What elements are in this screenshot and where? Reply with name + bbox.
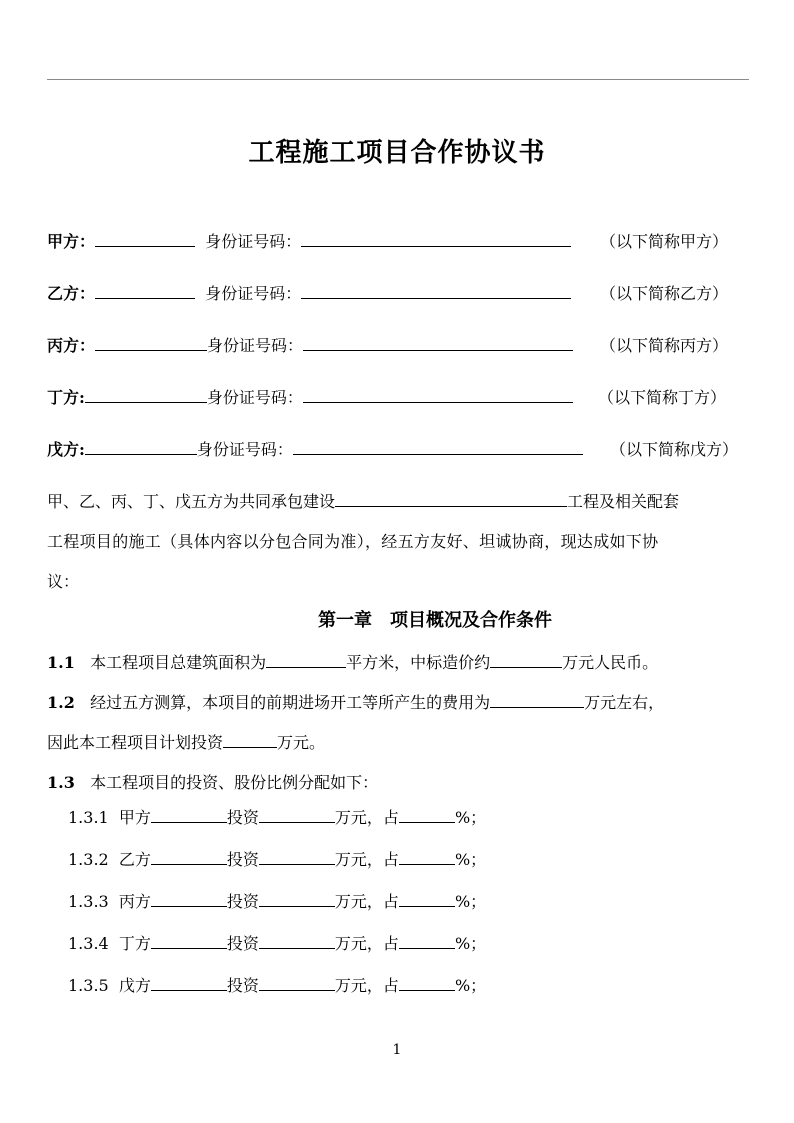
share-text: 万元，占	[334, 976, 399, 995]
clause-text: 本工程项目的投资、股份比例分配如下：	[90, 773, 379, 792]
invest-blank[interactable]	[223, 733, 277, 748]
share-text: 万元，占	[334, 934, 399, 953]
clause-number: 1.2	[47, 693, 75, 712]
share-number: 1.3.4	[68, 934, 109, 953]
document-title: 工程施工项目合作协议书	[248, 138, 546, 168]
clause-text: 万元人民币。	[562, 653, 659, 672]
amount-blank[interactable]	[259, 892, 335, 907]
clause-1-1	[47, 653, 658, 673]
id-label: 身份证号码：	[196, 440, 293, 459]
intro-line-2: 工程项目的施工（具体内容以分包合同为准），经五方友好、坦诚协商，现达成如下协	[47, 532, 659, 551]
share-text: %；	[454, 976, 487, 995]
percent-blank[interactable]	[399, 808, 455, 823]
share-text: 万元，占	[334, 850, 399, 869]
id-label: 身份证号码：	[205, 284, 302, 303]
share-text: 投资	[226, 976, 259, 995]
share-text: %；	[454, 808, 487, 827]
clause-1-3	[47, 773, 378, 793]
party-label: 戊方:	[47, 440, 85, 459]
share-party: 甲方	[118, 808, 151, 827]
percent-blank[interactable]	[399, 850, 455, 865]
party-line-yi	[47, 284, 571, 304]
intro-text: 甲、乙、丙、丁、戊五方为共同承包建设	[47, 492, 336, 511]
percent-blank[interactable]	[399, 934, 455, 949]
cost-blank[interactable]	[490, 693, 584, 708]
share-row-1	[68, 808, 486, 828]
share-row-2	[68, 850, 486, 870]
share-text: 投资	[226, 934, 259, 953]
party-suffix: （以下简称丙方）	[600, 336, 729, 355]
share-text: %；	[454, 892, 487, 911]
project-blank[interactable]	[335, 492, 567, 507]
party-suffix: （以下简称甲方）	[600, 232, 729, 251]
intro-line-3: 议：	[47, 572, 80, 591]
name-blank[interactable]	[95, 284, 195, 299]
party-suffix: （以下简称戊方）	[610, 440, 739, 459]
share-text: 投资	[226, 850, 259, 869]
share-text: %；	[454, 850, 487, 869]
intro-line-1	[47, 492, 749, 512]
party-label: 丁方:	[47, 388, 85, 407]
share-party: 乙方	[118, 850, 151, 869]
share-blank[interactable]	[151, 850, 227, 865]
clause-text: 万元左右，	[584, 693, 665, 712]
price-blank[interactable]	[490, 653, 562, 668]
percent-blank[interactable]	[399, 892, 455, 907]
id-blank[interactable]	[301, 232, 571, 247]
party-line-wu	[47, 440, 583, 460]
id-blank[interactable]	[303, 336, 573, 351]
amount-blank[interactable]	[259, 808, 335, 823]
share-text: %；	[454, 934, 487, 953]
party-line-jia	[47, 232, 571, 252]
name-blank[interactable]	[95, 232, 195, 247]
share-text: 投资	[226, 808, 259, 827]
share-blank[interactable]	[151, 808, 227, 823]
share-blank[interactable]	[151, 976, 227, 991]
party-label: 乙方：	[47, 284, 96, 303]
party-line-bing	[47, 336, 573, 356]
chapter-title: 第一章 项目概况及合作条件	[318, 610, 552, 631]
clause-text: 经过五方测算，本项目的前期进场开工等所产生的费用为	[90, 693, 491, 712]
clause-text: 因此本工程项目计划投资	[47, 733, 224, 752]
id-blank[interactable]	[301, 284, 571, 299]
share-party: 戊方	[118, 976, 151, 995]
share-blank[interactable]	[151, 934, 227, 949]
party-line-ding	[47, 388, 573, 408]
amount-blank[interactable]	[259, 850, 335, 865]
share-text: 万元，占	[334, 808, 399, 827]
share-row-5	[68, 976, 486, 996]
party-label: 甲方：	[47, 232, 96, 251]
clause-1-2-line2	[47, 733, 325, 753]
share-text: 投资	[226, 892, 259, 911]
id-label: 身份证号码：	[207, 336, 304, 355]
party-label: 丙方：	[47, 336, 96, 355]
share-number: 1.3.2	[68, 850, 109, 869]
id-label: 身份证号码：	[206, 388, 303, 407]
clause-text: 平方米，中标造价约	[346, 653, 491, 672]
share-row-4	[68, 934, 486, 954]
share-number: 1.3.3	[68, 892, 109, 911]
area-blank[interactable]	[266, 653, 346, 668]
id-blank[interactable]	[293, 440, 583, 455]
header-rule	[47, 79, 749, 80]
share-blank[interactable]	[151, 892, 227, 907]
page-number: 1	[392, 1042, 402, 1058]
intro-text: 工程及相关配套	[567, 492, 680, 511]
percent-blank[interactable]	[399, 976, 455, 991]
name-blank[interactable]	[95, 336, 207, 351]
clause-text: 本工程项目总建筑面积为	[90, 653, 267, 672]
share-text: 万元，占	[334, 892, 399, 911]
share-party: 丙方	[118, 892, 151, 911]
amount-blank[interactable]	[259, 976, 335, 991]
share-number: 1.3.5	[68, 976, 109, 995]
clause-number: 1.3	[47, 773, 75, 792]
name-blank[interactable]	[85, 388, 207, 403]
clause-1-2	[47, 693, 664, 713]
share-number: 1.3.1	[68, 808, 109, 827]
amount-blank[interactable]	[259, 934, 335, 949]
share-party: 丁方	[118, 934, 151, 953]
party-suffix: （以下简称丁方）	[598, 388, 727, 407]
name-blank[interactable]	[85, 440, 197, 455]
clause-text: 万元。	[277, 733, 326, 752]
share-row-3	[68, 892, 486, 912]
party-suffix: （以下简称乙方）	[600, 284, 729, 303]
clause-number: 1.1	[47, 653, 75, 672]
id-blank[interactable]	[303, 388, 573, 403]
id-label: 身份证号码：	[205, 232, 302, 251]
